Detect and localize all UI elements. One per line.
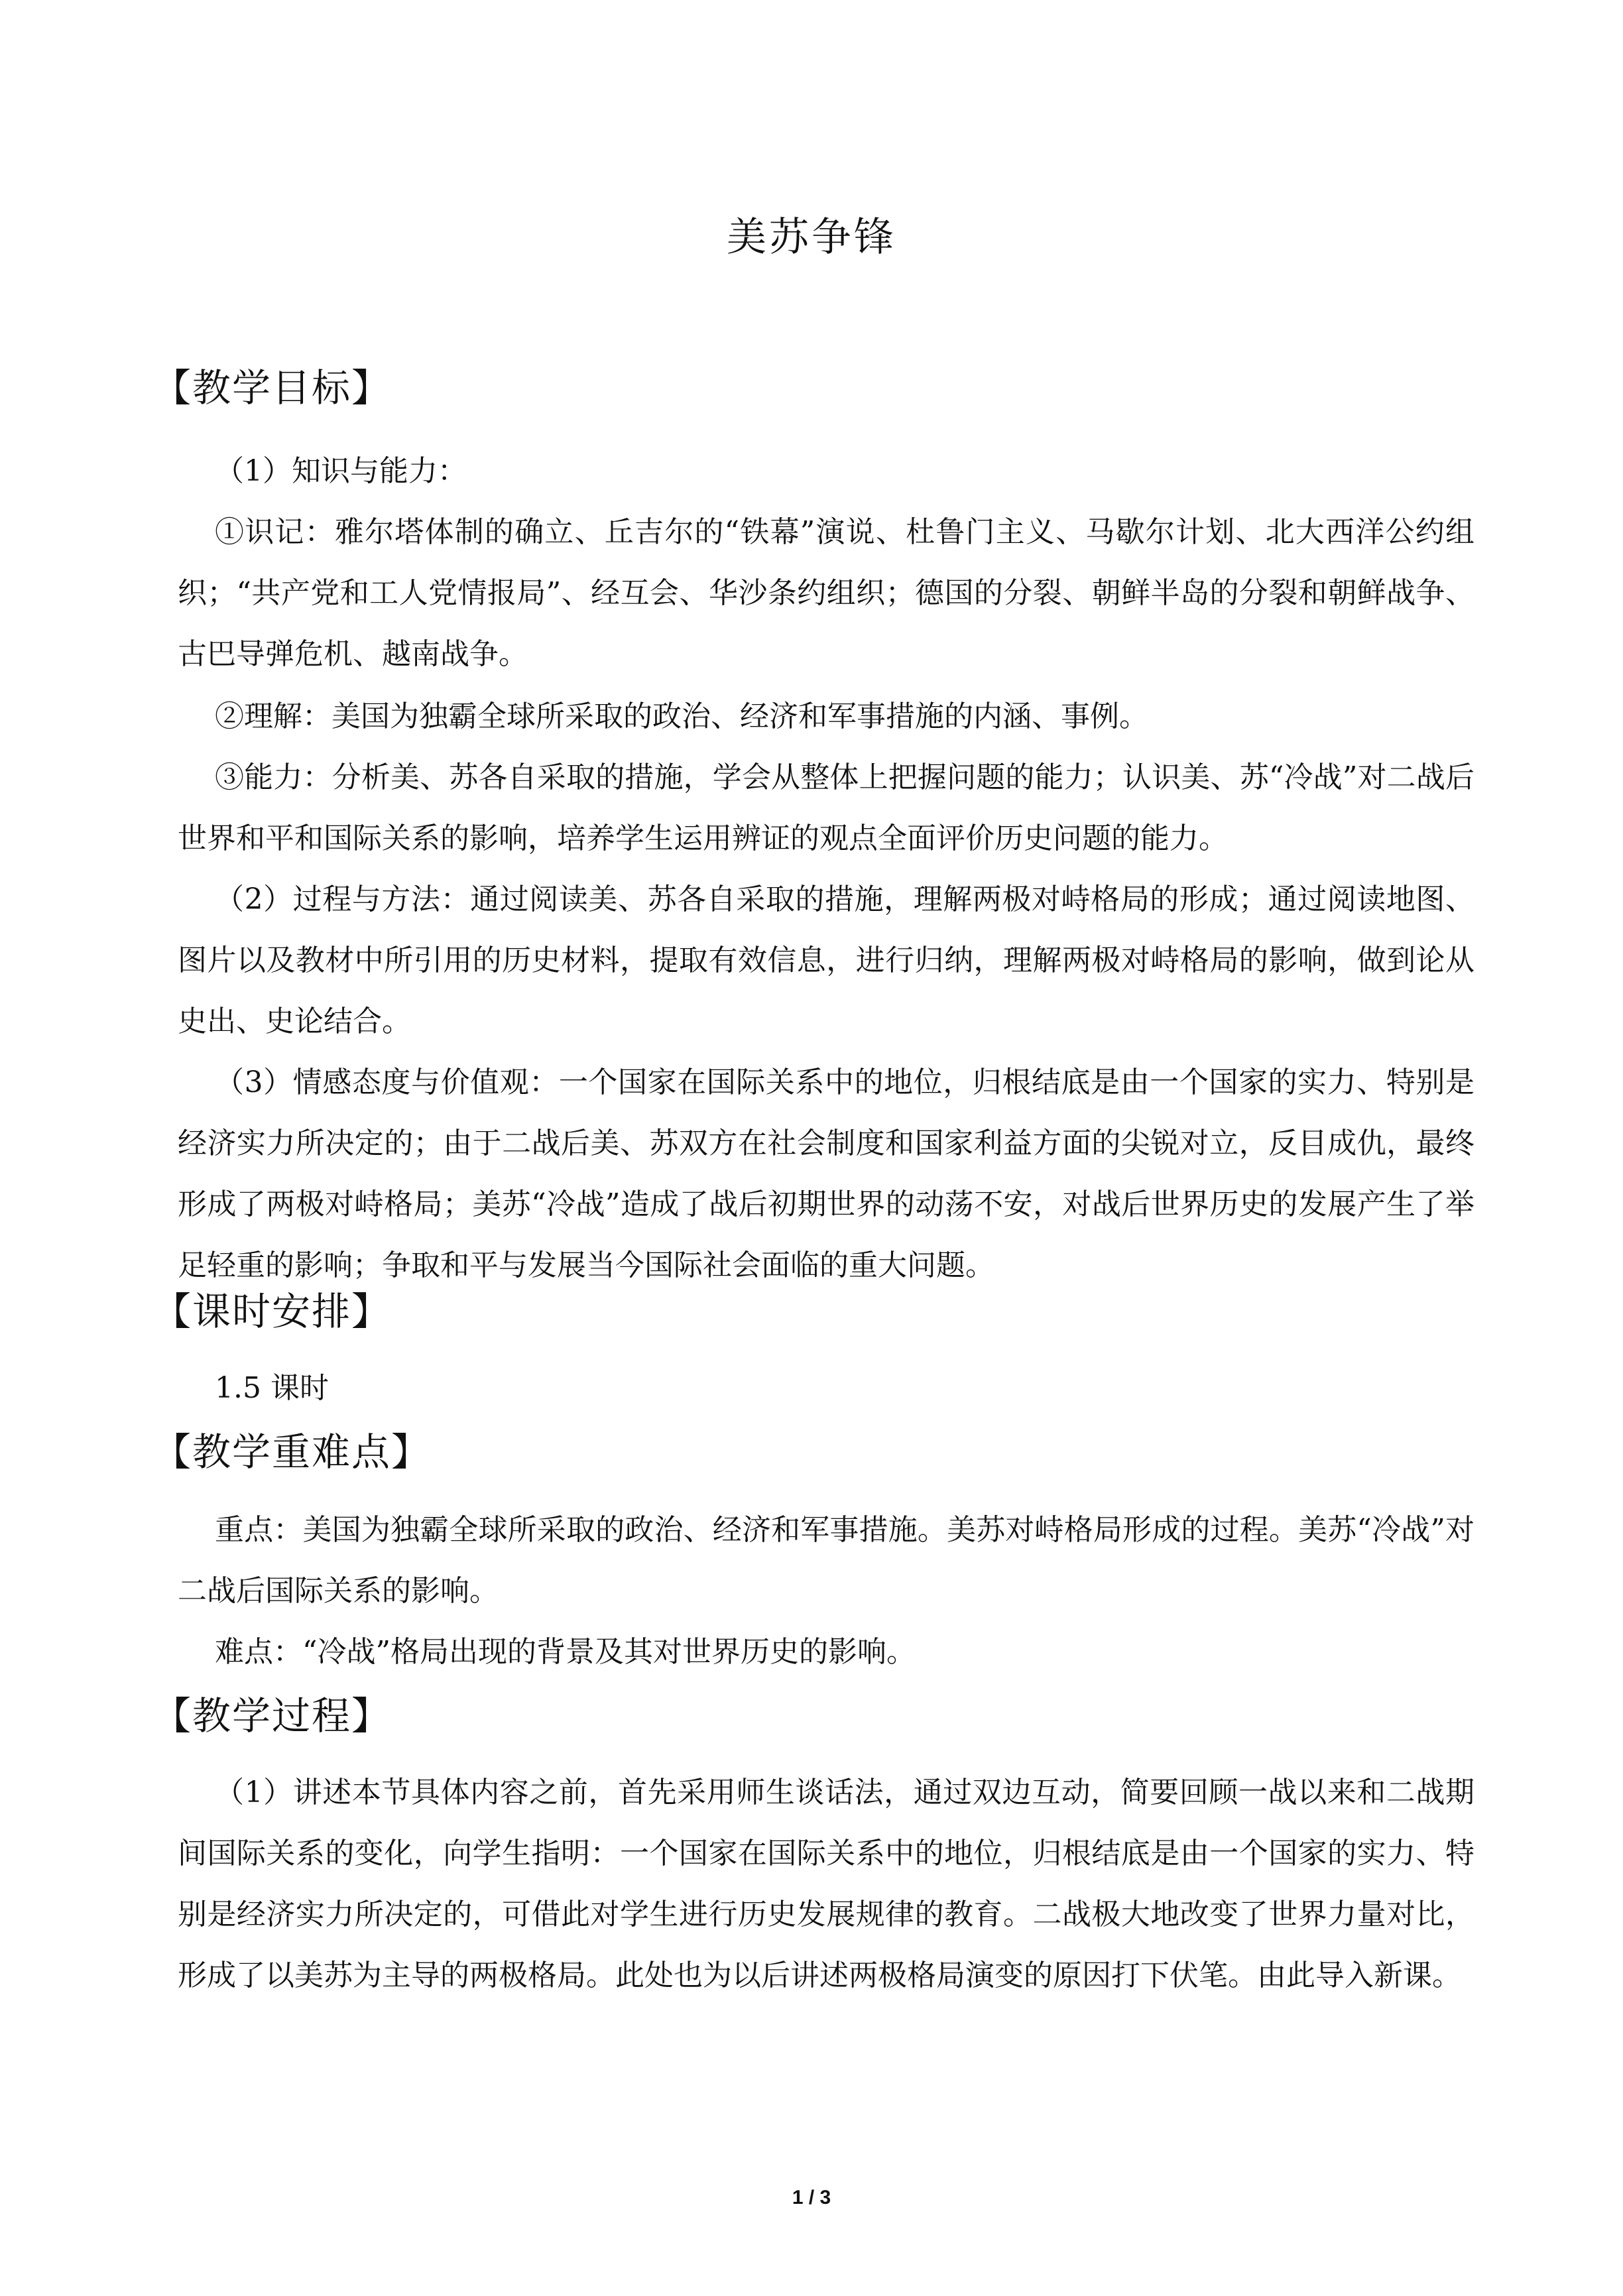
objectives-knowledge-heading: （1）知识与能力： — [215, 454, 467, 488]
page-number: 1 / 3 — [792, 2187, 831, 2208]
section-heading-process: 【教学过程】 — [152, 1693, 392, 1738]
objectives-ability-paragraph: ③能力：分析美、苏各自采取的措施，学会从整体上把握问题的能力；认识美、苏“冷战”对二战后世界和平和国际关系的影响，培养学生运用辨证的观点全面评价历史问题的能力。 — [178, 760, 1474, 855]
objectives-recall-paragraph: ①识记：雅尔塔体制的确立、丘吉尔的“铁幕”演说、杜鲁门主义、马歇尔计划、北大西洋公约组织；“共产党和工人党情报局”、经互会、华沙条约组织；德国的分裂、朝鲜半岛的分裂和朝鲜战争、古巴导弹危机、越南战争。 — [178, 515, 1474, 671]
section-heading-objectives: 【教学目标】 — [152, 365, 392, 410]
section-heading-key-points: 【教学重难点】 — [152, 1429, 432, 1475]
document-title: 美苏争锋 — [727, 214, 896, 261]
key-points-focus-paragraph: 重点：美国为独霸全球所采取的政治、经济和军事措施。美苏对峙格局形成的过程。美苏“冷战”对二战后国际关系的影响。 — [178, 1513, 1474, 1608]
objectives-values-paragraph: （3）情感态度与价值观：一个国家在国际关系中的地位，归根结底是由一个国家的实力、特别是经济实力所决定的；由于二战后美、苏双方在社会制度和国家利益方面的尖锐对立，反目成仇，最终形成了两极对峙格局；美苏“冷战”造成了战后初期世界的动荡不安，对战后世界历史的发展产生了举足轻重的影响；争取和平与发展当今国际社会面临的重大问题。 — [178, 1065, 1474, 1282]
schedule-paragraph: 1.5 课时 — [215, 1371, 329, 1405]
process-intro-paragraph: （1）讲述本节具体内容之前，首先采用师生谈话法，通过双边互动，简要回顾一战以来和二战期间国际关系的变化，向学生指明：一个国家在国际关系中的地位，归根结底是由一个国家的实力、特别是经济实力所决定的，可借此对学生进行历史发展规律的教育。二战极大地改变了世界力量对比，形成了以美苏为主导的两极格局。此处也为以后讲述两极格局演变的原因打下伏笔。由此导入新课。 — [178, 1776, 1474, 1992]
key-points-difficulty-paragraph: 难点：“冷战”格局出现的背景及其对世界历史的影响。 — [215, 1635, 916, 1669]
objectives-understand-paragraph: ②理解：美国为独霸全球所采取的政治、经济和军事措施的内涵、事例。 — [215, 699, 1148, 733]
objectives-process-paragraph: （2）过程与方法：通过阅读美、苏各自采取的措施，理解两极对峙格局的形成；通过阅读地图、图片以及教材中所引用的历史材料，提取有效信息，进行归纳，理解两极对峙格局的影响，做到论从史出、史论结合。 — [178, 882, 1474, 1038]
section-heading-schedule: 【课时安排】 — [152, 1289, 392, 1334]
